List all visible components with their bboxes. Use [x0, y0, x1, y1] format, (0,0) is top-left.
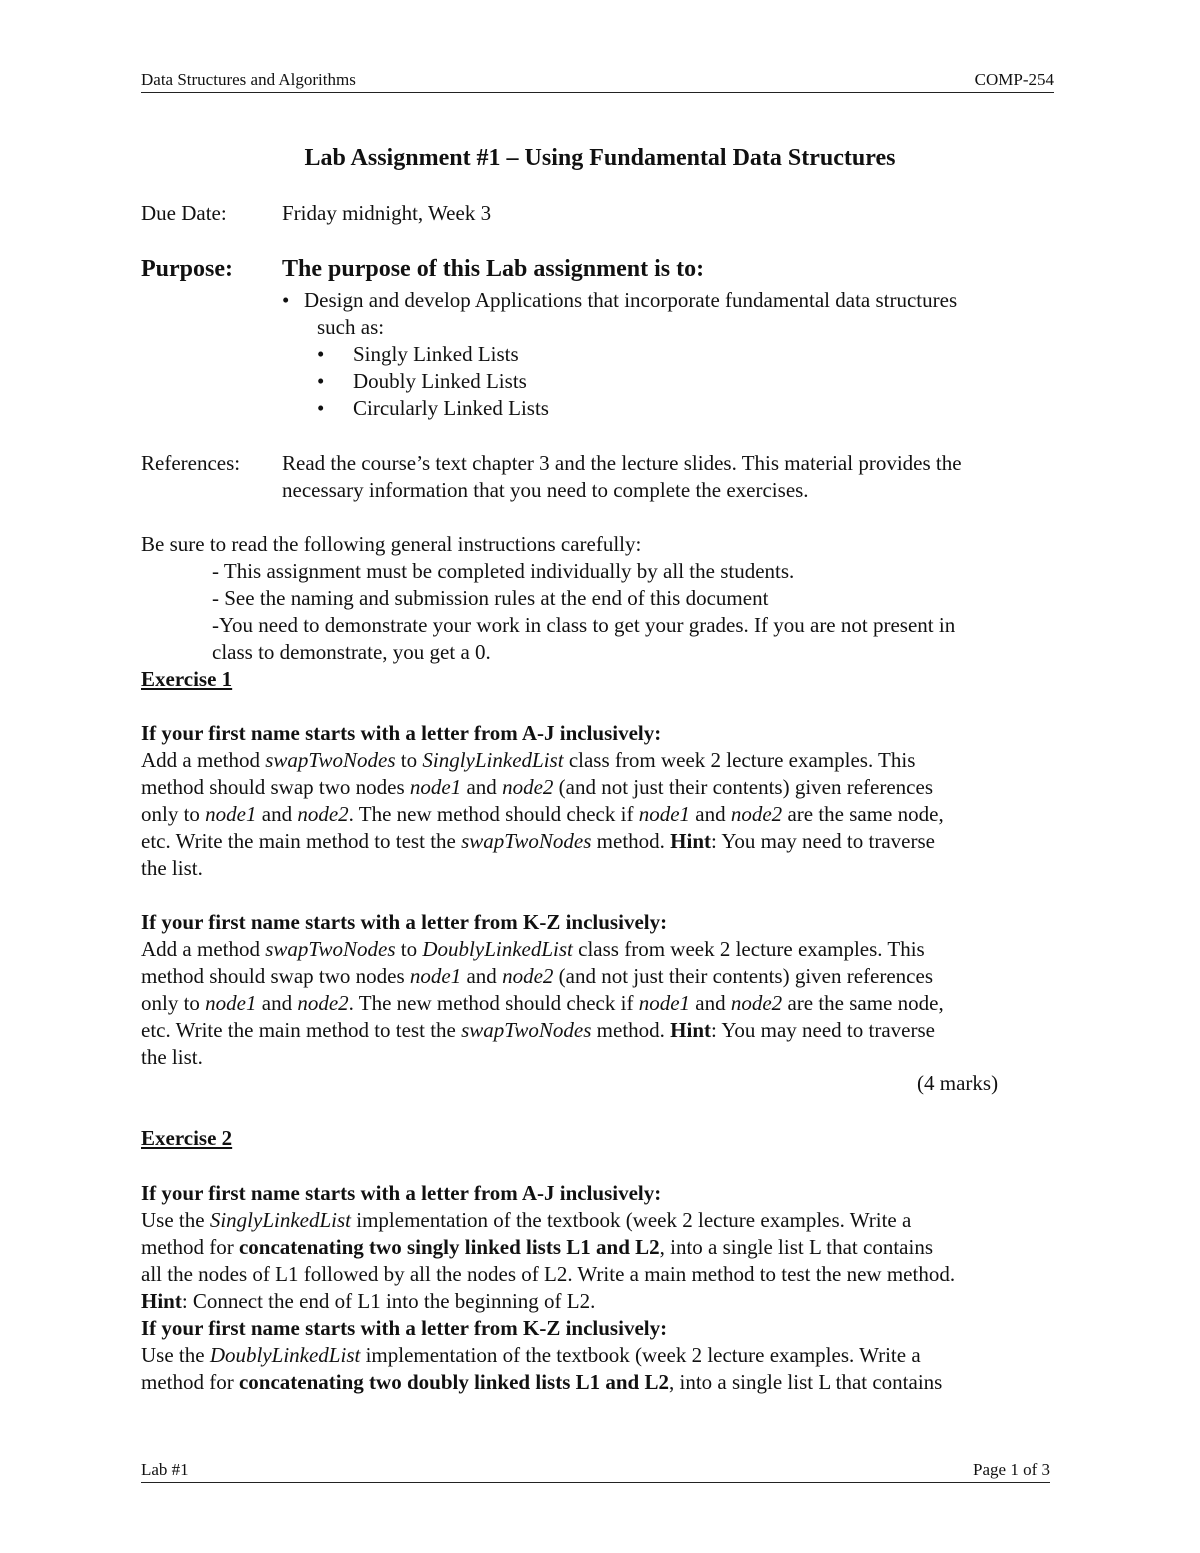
exercise2-kz-text: method for concatenating two doubly linked lists L1 and L2, into a single list L that contains: [141, 1370, 943, 1394]
exercise1-aj-text: the list.: [141, 856, 203, 880]
page-footer: [141, 1460, 1050, 1483]
instruction-item: - See the naming and submission rules at the end of this document: [212, 586, 769, 610]
references-line: necessary information that you need to complete the exercises.: [282, 478, 809, 502]
exercise2-aj-text: method for concatenating two singly linked lists L1 and L2, into a single list L that contains: [141, 1235, 933, 1259]
bullet-icon: •: [317, 369, 325, 393]
purpose-bullet-continued: such as:: [317, 315, 385, 339]
exercise1-marks: (4 marks): [917, 1071, 999, 1095]
exercise1-aj-heading: If your first name starts with a letter from A-J inclusively:: [141, 721, 662, 745]
due-date-label: Due Date:: [141, 201, 227, 225]
exercise2-aj-text: Use the SinglyLinkedList implementation of the textbook (week 2 lecture examples. Write a: [141, 1208, 912, 1232]
purpose-label: Purpose:: [141, 256, 233, 282]
sub-bullet: • Circularly Linked Lists: [317, 396, 549, 420]
exercise2-heading: Exercise 2: [141, 1126, 233, 1150]
exercise1-kz-text: etc. Write the main method to test the swapTwoNodes method. Hint: You may need to traverse: [141, 1018, 935, 1042]
exercise1-kz-text: only to node1 and node2. The new method should check if node1 and node2 are the same node,: [141, 991, 944, 1015]
exercise1-aj-text: method should swap two nodes node1 and node2 (and not just their contents) given references: [141, 775, 934, 799]
footer-page-number: Page 1 of 3: [973, 1460, 1050, 1479]
instruction-item: -You need to demonstrate your work in class to get your grades. If you are not present in: [212, 613, 956, 637]
references-label: References:: [141, 451, 241, 475]
header-code: COMP-254: [974, 70, 1054, 89]
instruction-item: class to demonstrate, you get a 0.: [212, 640, 491, 664]
page-header: [141, 70, 1054, 93]
exercise2-aj-text: all the nodes of L1 followed by all the nodes of L2. Write a main method to test the new method.: [141, 1262, 956, 1286]
exercise2-kz-heading: If your first name starts with a letter from K-Z inclusively:: [141, 1316, 668, 1340]
sub-bullet: • Singly Linked Lists: [317, 342, 519, 366]
bullet-icon: •: [317, 342, 325, 366]
exercise2-kz-text: Use the DoublyLinkedList implementation of the textbook (week 2 lecture examples. Write a: [141, 1343, 921, 1367]
instruction-item: - This assignment must be completed individually by all the students.: [212, 559, 795, 583]
bullet-icon: •: [282, 288, 290, 312]
exercise1-aj-text: etc. Write the main method to test the swapTwoNodes method. Hint: You may need to traverse: [141, 829, 935, 853]
exercise1-aj-text: only to node1 and node2. The new method should check if node1 and node2 are the same node,: [141, 802, 944, 826]
sub-bullet: • Doubly Linked Lists: [317, 369, 527, 393]
exercise1-kz-text: Add a method swapTwoNodes to DoublyLinkedList class from week 2 lecture examples. This: [141, 937, 925, 961]
instructions-intro: Be sure to read the following general instructions carefully:: [141, 532, 642, 556]
exercise1-aj-text: Add a method swapTwoNodes to SinglyLinkedList class from week 2 lecture examples. This: [141, 748, 916, 772]
bullet-icon: •: [317, 396, 325, 420]
exercise2-aj-heading: If your first name starts with a letter from A-J inclusively:: [141, 1181, 662, 1205]
exercise1-kz-heading: If your first name starts with a letter from K-Z inclusively:: [141, 910, 668, 934]
exercise1-kz-text: the list.: [141, 1045, 203, 1069]
purpose-bullet: • Design and develop Applications that incorporate fundamental data structures: [282, 288, 958, 312]
header-course: Data Structures and Algorithms: [141, 70, 356, 89]
footer-lab: Lab #1: [141, 1460, 189, 1479]
exercise2-aj-text: Hint: Connect the end of L1 into the beginning of L2.: [141, 1289, 596, 1313]
references-line: Read the course’s text chapter 3 and the lecture slides. This material provides the: [282, 451, 962, 475]
exercise1-heading: Exercise 1: [141, 667, 233, 691]
exercise1-kz-text: method should swap two nodes node1 and node2 (and not just their contents) given references: [141, 964, 934, 988]
purpose-heading: The purpose of this Lab assignment is to:: [282, 256, 705, 282]
due-date-value: Friday midnight, Week 3: [282, 201, 492, 225]
page-title: Lab Assignment #1 – Using Fundamental Data Structures: [304, 145, 896, 171]
